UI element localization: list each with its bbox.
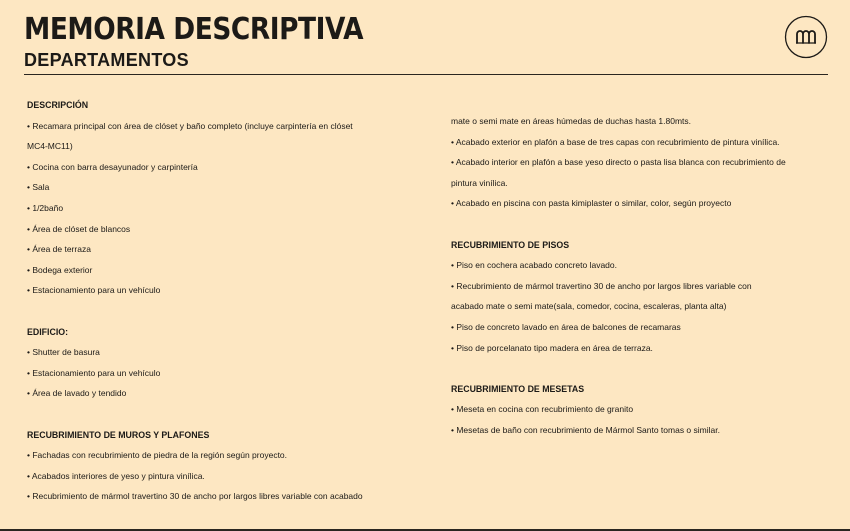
section-heading-mesetas: RECUBRIMIENTO DE MESETAS [451, 383, 585, 394]
list-item: • 1/2baño [27, 202, 64, 213]
section-spacer [27, 404, 427, 425]
list-item: • Fachadas con recubrimiento de piedra de la región según proyecto. [27, 450, 288, 461]
section-heading-descripcion: DESCRIPCIÓN [27, 100, 89, 110]
section-spacer [27, 301, 427, 322]
list-item: • Sala [27, 182, 50, 193]
list-item: mate o semi mate en áreas húmedas de duchas hasta 1.80mts. [451, 116, 692, 126]
list-item: • Acabado exterior en plafón a base de tres capas con recubrimiento de pintura vinílica. [451, 136, 780, 147]
page-title: MEMORIA DESCRIPTIVA [24, 12, 364, 47]
header-divider [24, 74, 828, 75]
list-item: • Cocina con barra desayunador y carpintería [27, 161, 198, 172]
section-heading-muros: RECUBRIMIENTO DE MUROS Y PLAFONES [27, 429, 210, 440]
section-heading-pisos: RECUBRIMIENTO DE PISOS [451, 239, 570, 250]
list-item: • Recamara principal con área de clóset y baño completo (incluye carpintería en clóset [27, 120, 353, 131]
right-column [451, 111, 836, 441]
section-spacer [451, 214, 836, 235]
list-item: • Área de terraza [27, 244, 91, 255]
list-item: • Recubrimiento de mármol travertino 30 de ancho por largos libres variable con [451, 280, 752, 291]
list-item: • Área de lavado y tendido [27, 388, 127, 399]
list-item: • Shutter de basura [27, 347, 100, 358]
list-item: • Estacionamiento para un vehículo [27, 285, 161, 296]
list-item: • Acabados interiores de yeso y pintura vinílica. [27, 470, 205, 481]
list-item: • Bodega exterior [27, 264, 93, 275]
list-item: • Meseta en cocina con recubrimiento de granito [451, 404, 634, 415]
list-item: • Mesetas de baño con recubrimiento de Mármol Santo tomas o similar. [451, 424, 720, 435]
list-item: acabado mate o semi mate(sala, comedor, cocina, escaleras, planta alta) [451, 301, 727, 312]
left-column [27, 95, 427, 507]
section-spacer [451, 358, 836, 379]
list-item: • Recubrimiento de mármol travertino 30 de ancho por largos libres variable con acabado [27, 491, 363, 502]
monogram-m-icon [784, 15, 828, 59]
list-item: • Estacionamiento para un vehículo [27, 367, 161, 378]
list-item: MC4-MC11) [27, 141, 73, 152]
list-item: • Acabado interior en plafón a base yeso directo o pasta lisa blanca con recubrimiento de [451, 157, 786, 168]
list-item: • Piso en cochera acabado concreto lavado. [451, 260, 617, 271]
section-heading-edificio: EDIFICIO: [27, 326, 69, 337]
list-item: pintura vinílica. [451, 177, 508, 188]
list-item: • Área de clóset de blancos [27, 223, 131, 234]
list-item: • Piso de concreto lavado en área de balcones de recamaras [451, 321, 681, 332]
list-item: • Piso de porcelanato tipo madera en área de terraza. [451, 342, 653, 353]
list-item: • Acabado en piscina con pasta kimiplaster o similar, color, según proyecto [451, 198, 732, 209]
page-subtitle: DEPARTAMENTOS [24, 50, 189, 70]
